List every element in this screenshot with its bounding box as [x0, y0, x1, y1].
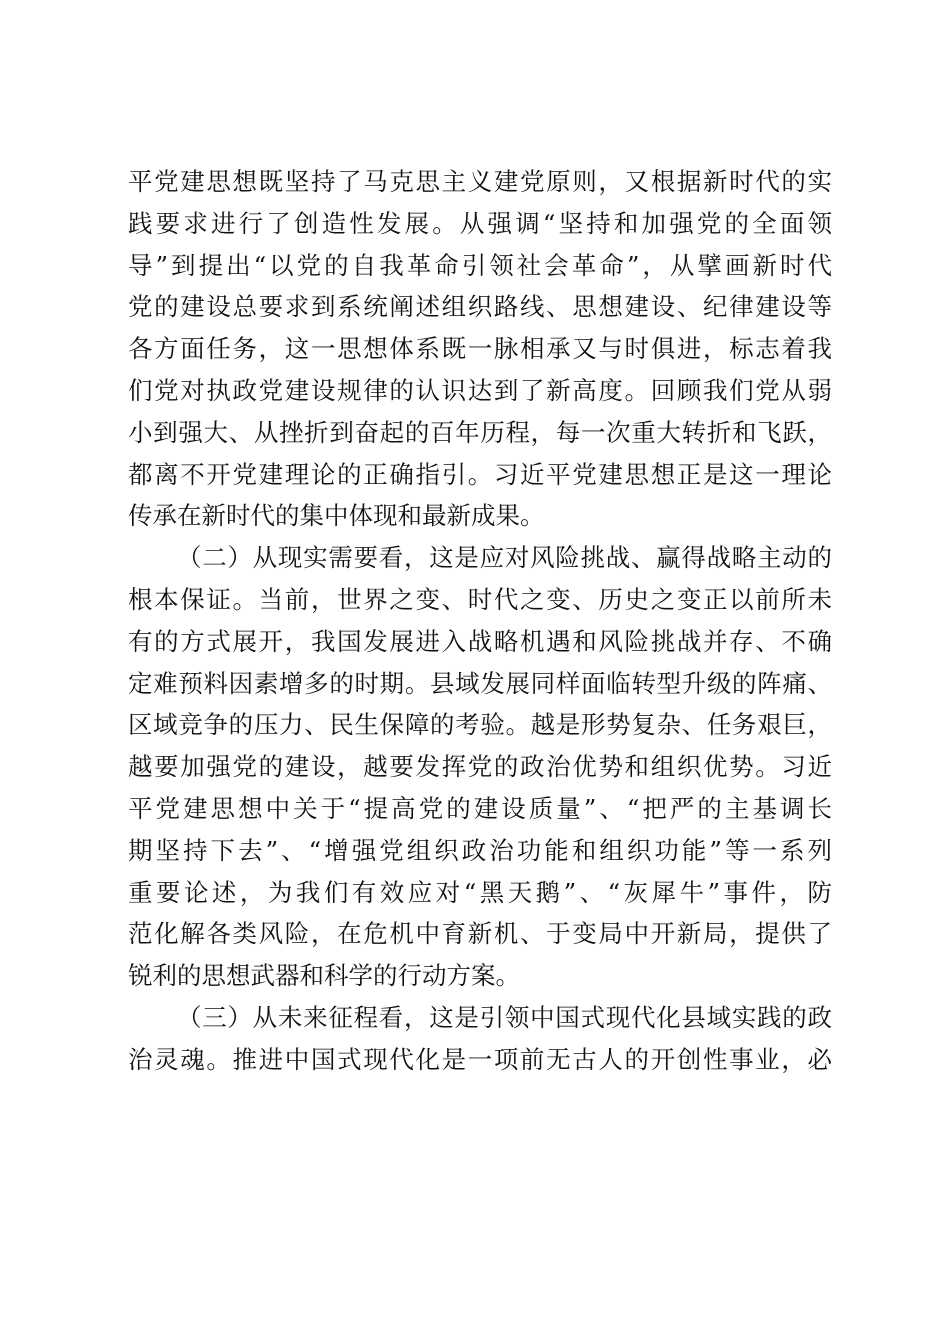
text-line: 越要加强党的建设，越要发挥党的政治优势和组织优势。习近: [128, 752, 832, 782]
text-line: 平党建思想既坚持了马克思主义建党原则，又根据新时代的实: [128, 167, 832, 196]
text-line: 范化解各类风险，在危机中育新机、于变局中开新局，提供了: [128, 919, 832, 949]
paragraph-1: [128, 161, 832, 537]
text-line: 传承在新时代的集中体现和最新成果。: [128, 501, 545, 531]
text-line: 小到强大、从挫折到奋起的百年历程，每一次重大转折和飞跃，: [128, 417, 832, 447]
text-line: （二）从现实需要看，这是应对风险挑战、赢得战略主动的: [177, 543, 832, 573]
text-line: 各方面任务，这一思想体系既一脉相承又与时俱进，标志着我: [128, 334, 832, 364]
text-line: （三）从未来征程看，这是引领中国式现代化县域实践的政: [177, 1002, 832, 1032]
text-line: 定难预料因素增多的时期。县域发展同样面临转型升级的阵痛、: [128, 668, 832, 698]
text-line: 有的方式展开，我国发展进入战略机遇和风险挑战并存、不确: [128, 626, 832, 656]
document-body: [128, 161, 832, 1081]
text-line: 治灵魂。推进中国式现代化是一项前无古人的开创性事业，必: [128, 1044, 832, 1074]
paragraph-2: [128, 537, 832, 997]
text-line: 区域竞争的压力、民生保障的考验。越是形势复杂、任务艰巨，: [128, 710, 832, 740]
text-line: 践要求进行了创造性发展。从强调“坚持和加强党的全面领: [128, 208, 832, 238]
text-line: 根本保证。当前，世界之变、时代之变、历史之变正以前所未: [128, 584, 832, 614]
text-line: 平党建思想中关于“提高党的建设质量”、“把严的主基调长: [128, 793, 832, 823]
text-line: 党的建设总要求到系统阐述组织路线、思想建设、纪律建设等: [128, 292, 832, 322]
text-line: 重要论述，为我们有效应对“黑天鹅”、“灰犀牛”事件，防: [128, 877, 832, 907]
text-line: 都离不开党建理论的正确指引。习近平党建思想正是这一理论: [128, 459, 832, 489]
text-line: 期坚持下去”、“增强党组织政治功能和组织功能”等一系列: [128, 835, 832, 865]
text-line: 导”到提出“以党的自我革命引领社会革命”，从擘画新时代: [128, 250, 832, 280]
text-line: 锐利的思想武器和科学的行动方案。: [128, 961, 520, 991]
paragraph-3: [128, 997, 832, 1081]
text-line: 们党对执政党建设规律的认识达到了新高度。回顾我们党从弱: [128, 375, 832, 405]
